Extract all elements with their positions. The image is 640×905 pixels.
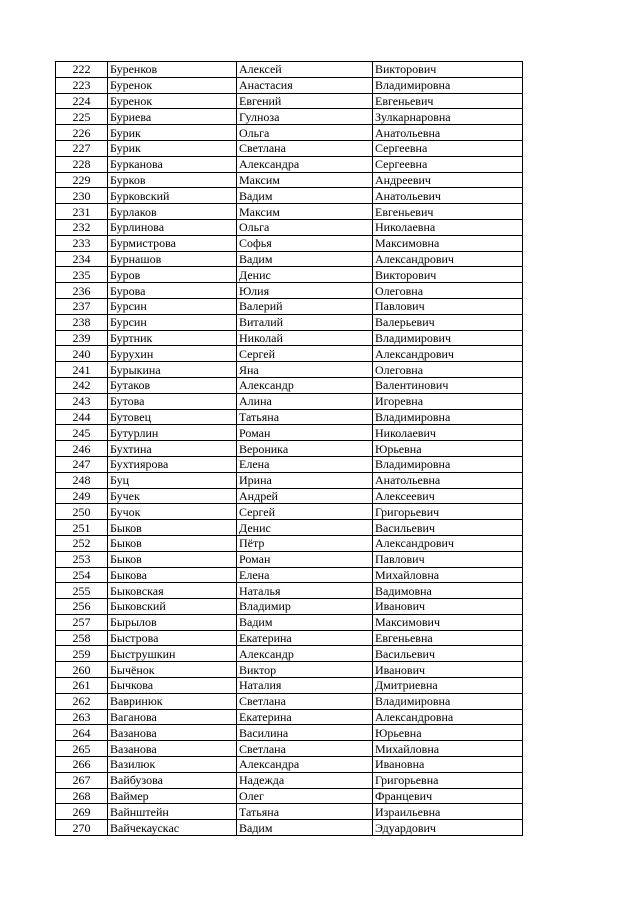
patronymic-cell: Владимирович — [373, 330, 523, 346]
table-row — [56, 472, 523, 488]
row-number-cell: 260 — [56, 662, 108, 678]
first-name-cell: Елена — [237, 456, 373, 472]
patronymic-cell: Иванович — [373, 599, 523, 615]
row-number-cell: 223 — [56, 77, 108, 93]
table-row — [56, 820, 523, 836]
last-name-cell: Бычкова — [108, 678, 237, 694]
last-name-cell: Бурлаков — [108, 204, 237, 220]
row-number-cell: 243 — [56, 393, 108, 409]
first-name-cell: Ольга — [237, 219, 373, 235]
patronymic-cell: Израильевна — [373, 804, 523, 820]
table-row — [56, 757, 523, 773]
first-name-cell: Александр — [237, 377, 373, 393]
first-name-cell: Алексей — [237, 62, 373, 78]
first-name-cell: Вероника — [237, 441, 373, 457]
last-name-cell: Бурковский — [108, 188, 237, 204]
patronymic-cell: Николаевич — [373, 425, 523, 441]
patronymic-cell: Эдуардович — [373, 820, 523, 836]
patronymic-cell: Иванович — [373, 662, 523, 678]
last-name-cell: Бучек — [108, 488, 237, 504]
row-number-cell: 262 — [56, 693, 108, 709]
patronymic-cell: Ивановна — [373, 757, 523, 773]
table-row — [56, 204, 523, 220]
table-row — [56, 551, 523, 567]
table-row — [56, 583, 523, 599]
last-name-cell: Бычёнок — [108, 662, 237, 678]
patronymic-cell: Викторович — [373, 267, 523, 283]
table-row — [56, 630, 523, 646]
last-name-cell: Бурлинова — [108, 219, 237, 235]
last-name-cell: Бучок — [108, 504, 237, 520]
first-name-cell: Екатерина — [237, 630, 373, 646]
row-number-cell: 224 — [56, 93, 108, 109]
table-row — [56, 504, 523, 520]
first-name-cell: Сергей — [237, 504, 373, 520]
row-number-cell: 254 — [56, 567, 108, 583]
patronymic-cell: Владимировна — [373, 456, 523, 472]
last-name-cell: Бурик — [108, 140, 237, 156]
row-number-cell: 242 — [56, 377, 108, 393]
row-number-cell: 233 — [56, 235, 108, 251]
patronymic-cell: Алексеевич — [373, 488, 523, 504]
last-name-cell: Буров — [108, 267, 237, 283]
patronymic-cell: Владимировна — [373, 409, 523, 425]
table-row — [56, 393, 523, 409]
patronymic-cell: Максимович — [373, 614, 523, 630]
first-name-cell: Александр — [237, 646, 373, 662]
table-row — [56, 709, 523, 725]
last-name-cell: Бухтина — [108, 441, 237, 457]
patronymic-cell: Викторович — [373, 62, 523, 78]
last-name-cell: Вавринюк — [108, 693, 237, 709]
table-row — [56, 788, 523, 804]
last-name-cell: Бутурлин — [108, 425, 237, 441]
table-row — [56, 314, 523, 330]
patronymic-cell: Александровна — [373, 709, 523, 725]
last-name-cell: Быструшкин — [108, 646, 237, 662]
first-name-cell: Вадим — [237, 820, 373, 836]
table-row — [56, 599, 523, 615]
table-row — [56, 804, 523, 820]
row-number-cell: 255 — [56, 583, 108, 599]
table-row — [56, 646, 523, 662]
last-name-cell: Ваганова — [108, 709, 237, 725]
first-name-cell: Николай — [237, 330, 373, 346]
last-name-cell: Бурканова — [108, 156, 237, 172]
first-name-cell: Светлана — [237, 741, 373, 757]
last-name-cell: Бухтиярова — [108, 456, 237, 472]
table-row — [56, 693, 523, 709]
last-name-cell: Бурыкина — [108, 362, 237, 378]
row-number-cell: 264 — [56, 725, 108, 741]
patronymic-cell: Вадимовна — [373, 583, 523, 599]
patronymic-cell: Александрович — [373, 346, 523, 362]
first-name-cell: Ольга — [237, 125, 373, 141]
last-name-cell: Бутаков — [108, 377, 237, 393]
row-number-cell: 222 — [56, 62, 108, 78]
last-name-cell: Вайчекаускас — [108, 820, 237, 836]
patronymic-cell: Зулкарнаровна — [373, 109, 523, 125]
row-number-cell: 269 — [56, 804, 108, 820]
row-number-cell: 267 — [56, 772, 108, 788]
row-number-cell: 235 — [56, 267, 108, 283]
patronymic-cell: Францевич — [373, 788, 523, 804]
last-name-cell: Вайнштейн — [108, 804, 237, 820]
first-name-cell: Сергей — [237, 346, 373, 362]
first-name-cell: Виктор — [237, 662, 373, 678]
table-row — [56, 283, 523, 299]
patronymic-cell: Дмитриевна — [373, 678, 523, 694]
first-name-cell: Наталья — [237, 583, 373, 599]
patronymic-cell: Владимировна — [373, 693, 523, 709]
row-number-cell: 259 — [56, 646, 108, 662]
patronymic-cell: Олеговна — [373, 362, 523, 378]
last-name-cell: Бурсин — [108, 314, 237, 330]
last-name-cell: Бурков — [108, 172, 237, 188]
last-name-cell: Буренков — [108, 62, 237, 78]
table-row — [56, 772, 523, 788]
first-name-cell: Владимир — [237, 599, 373, 615]
row-number-cell: 252 — [56, 535, 108, 551]
patronymic-cell: Михайловна — [373, 741, 523, 757]
row-number-cell: 237 — [56, 298, 108, 314]
last-name-cell: Буриева — [108, 109, 237, 125]
table-row — [56, 251, 523, 267]
patronymic-cell: Евгеньевич — [373, 93, 523, 109]
first-name-cell: Валерий — [237, 298, 373, 314]
patronymic-cell: Павлович — [373, 298, 523, 314]
patronymic-cell: Евгеньевич — [373, 204, 523, 220]
last-name-cell: Быковская — [108, 583, 237, 599]
table-row — [56, 156, 523, 172]
first-name-cell: Анастасия — [237, 77, 373, 93]
first-name-cell: Светлана — [237, 140, 373, 156]
table-row — [56, 267, 523, 283]
last-name-cell: Бутовец — [108, 409, 237, 425]
table-row — [56, 535, 523, 551]
row-number-cell: 263 — [56, 709, 108, 725]
last-name-cell: Буренок — [108, 77, 237, 93]
patronymic-cell: Максимовна — [373, 235, 523, 251]
table-row — [56, 425, 523, 441]
row-number-cell: 257 — [56, 614, 108, 630]
table-row — [56, 409, 523, 425]
last-name-cell: Вайбузова — [108, 772, 237, 788]
first-name-cell: Юлия — [237, 283, 373, 299]
last-name-cell: Быковский — [108, 599, 237, 615]
row-number-cell: 241 — [56, 362, 108, 378]
table-row — [56, 362, 523, 378]
row-number-cell: 250 — [56, 504, 108, 520]
row-number-cell: 238 — [56, 314, 108, 330]
table-row — [56, 520, 523, 536]
table-row — [56, 188, 523, 204]
first-name-cell: Максим — [237, 204, 373, 220]
row-number-cell: 266 — [56, 757, 108, 773]
row-number-cell: 231 — [56, 204, 108, 220]
row-number-cell: 270 — [56, 820, 108, 836]
patronymic-cell: Владимировна — [373, 77, 523, 93]
first-name-cell: Софья — [237, 235, 373, 251]
first-name-cell: Гулноза — [237, 109, 373, 125]
row-number-cell: 227 — [56, 140, 108, 156]
last-name-cell: Вазилюк — [108, 757, 237, 773]
last-name-cell: Бутова — [108, 393, 237, 409]
last-name-cell: Ваймер — [108, 788, 237, 804]
row-number-cell: 261 — [56, 678, 108, 694]
patronymic-cell: Анатольевна — [373, 472, 523, 488]
last-name-cell: Бурухин — [108, 346, 237, 362]
row-number-cell: 268 — [56, 788, 108, 804]
first-name-cell: Александра — [237, 757, 373, 773]
row-number-cell: 240 — [56, 346, 108, 362]
row-number-cell: 232 — [56, 219, 108, 235]
last-name-cell: Буренок — [108, 93, 237, 109]
table-row — [56, 172, 523, 188]
first-name-cell: Ирина — [237, 472, 373, 488]
patronymic-cell: Олеговна — [373, 283, 523, 299]
row-number-cell: 236 — [56, 283, 108, 299]
row-number-cell: 245 — [56, 425, 108, 441]
table-row — [56, 62, 523, 78]
patronymic-cell: Анатольевич — [373, 188, 523, 204]
patronymic-cell: Юрьевна — [373, 441, 523, 457]
first-name-cell: Андрей — [237, 488, 373, 504]
first-name-cell: Светлана — [237, 693, 373, 709]
first-name-cell: Александра — [237, 156, 373, 172]
names-table — [55, 61, 523, 836]
patronymic-cell: Григорьевич — [373, 504, 523, 520]
first-name-cell: Олег — [237, 788, 373, 804]
patronymic-cell: Валерьевич — [373, 314, 523, 330]
patronymic-cell: Сергеевна — [373, 156, 523, 172]
first-name-cell: Вадим — [237, 614, 373, 630]
last-name-cell: Бырылов — [108, 614, 237, 630]
table-row — [56, 298, 523, 314]
first-name-cell: Виталий — [237, 314, 373, 330]
table-row — [56, 377, 523, 393]
last-name-cell: Бурик — [108, 125, 237, 141]
table-row — [56, 93, 523, 109]
table-row — [56, 662, 523, 678]
patronymic-cell: Анатольевна — [373, 125, 523, 141]
last-name-cell: Вазанова — [108, 741, 237, 757]
first-name-cell: Алина — [237, 393, 373, 409]
row-number-cell: 229 — [56, 172, 108, 188]
patronymic-cell: Юрьевна — [373, 725, 523, 741]
patronymic-cell: Сергеевна — [373, 140, 523, 156]
row-number-cell: 226 — [56, 125, 108, 141]
last-name-cell: Быстрова — [108, 630, 237, 646]
patronymic-cell: Андреевич — [373, 172, 523, 188]
first-name-cell: Надежда — [237, 772, 373, 788]
last-name-cell: Быков — [108, 535, 237, 551]
patronymic-cell: Васильевич — [373, 646, 523, 662]
last-name-cell: Бурмистрова — [108, 235, 237, 251]
table-row — [56, 456, 523, 472]
table-row — [56, 741, 523, 757]
table-row — [56, 614, 523, 630]
first-name-cell: Василина — [237, 725, 373, 741]
row-number-cell: 244 — [56, 409, 108, 425]
last-name-cell: Буртник — [108, 330, 237, 346]
patronymic-cell: Николаевна — [373, 219, 523, 235]
first-name-cell: Роман — [237, 425, 373, 441]
first-name-cell: Пётр — [237, 535, 373, 551]
first-name-cell: Денис — [237, 520, 373, 536]
table-row — [56, 109, 523, 125]
last-name-cell: Быков — [108, 551, 237, 567]
patronymic-cell: Михайловна — [373, 567, 523, 583]
first-name-cell: Татьяна — [237, 804, 373, 820]
first-name-cell: Наталия — [237, 678, 373, 694]
first-name-cell: Екатерина — [237, 709, 373, 725]
last-name-cell: Буц — [108, 472, 237, 488]
first-name-cell: Роман — [237, 551, 373, 567]
table-row — [56, 567, 523, 583]
table-row — [56, 441, 523, 457]
table-row — [56, 725, 523, 741]
first-name-cell: Вадим — [237, 188, 373, 204]
table-row — [56, 125, 523, 141]
patronymic-cell: Александрович — [373, 251, 523, 267]
row-number-cell: 265 — [56, 741, 108, 757]
last-name-cell: Быкова — [108, 567, 237, 583]
table-row — [56, 235, 523, 251]
first-name-cell: Максим — [237, 172, 373, 188]
first-name-cell: Вадим — [237, 251, 373, 267]
table-row — [56, 219, 523, 235]
patronymic-cell: Александрович — [373, 535, 523, 551]
first-name-cell: Денис — [237, 267, 373, 283]
first-name-cell: Яна — [237, 362, 373, 378]
last-name-cell: Бурнашов — [108, 251, 237, 267]
row-number-cell: 230 — [56, 188, 108, 204]
patronymic-cell: Игоревна — [373, 393, 523, 409]
first-name-cell: Елена — [237, 567, 373, 583]
row-number-cell: 248 — [56, 472, 108, 488]
row-number-cell: 247 — [56, 456, 108, 472]
names-table-body — [56, 62, 523, 836]
first-name-cell: Татьяна — [237, 409, 373, 425]
table-row — [56, 140, 523, 156]
table-row — [56, 346, 523, 362]
row-number-cell: 253 — [56, 551, 108, 567]
row-number-cell: 256 — [56, 599, 108, 615]
row-number-cell: 225 — [56, 109, 108, 125]
table-row — [56, 330, 523, 346]
table-row — [56, 488, 523, 504]
row-number-cell: 251 — [56, 520, 108, 536]
last-name-cell: Вазанова — [108, 725, 237, 741]
last-name-cell: Бурсин — [108, 298, 237, 314]
last-name-cell: Быков — [108, 520, 237, 536]
patronymic-cell: Григорьевна — [373, 772, 523, 788]
patronymic-cell: Васильевич — [373, 520, 523, 536]
patronymic-cell: Евгеньевна — [373, 630, 523, 646]
row-number-cell: 234 — [56, 251, 108, 267]
patronymic-cell: Валентинович — [373, 377, 523, 393]
row-number-cell: 228 — [56, 156, 108, 172]
table-row — [56, 77, 523, 93]
last-name-cell: Бурова — [108, 283, 237, 299]
row-number-cell: 246 — [56, 441, 108, 457]
patronymic-cell: Павлович — [373, 551, 523, 567]
first-name-cell: Евгений — [237, 93, 373, 109]
row-number-cell: 239 — [56, 330, 108, 346]
row-number-cell: 249 — [56, 488, 108, 504]
table-row — [56, 678, 523, 694]
row-number-cell: 258 — [56, 630, 108, 646]
